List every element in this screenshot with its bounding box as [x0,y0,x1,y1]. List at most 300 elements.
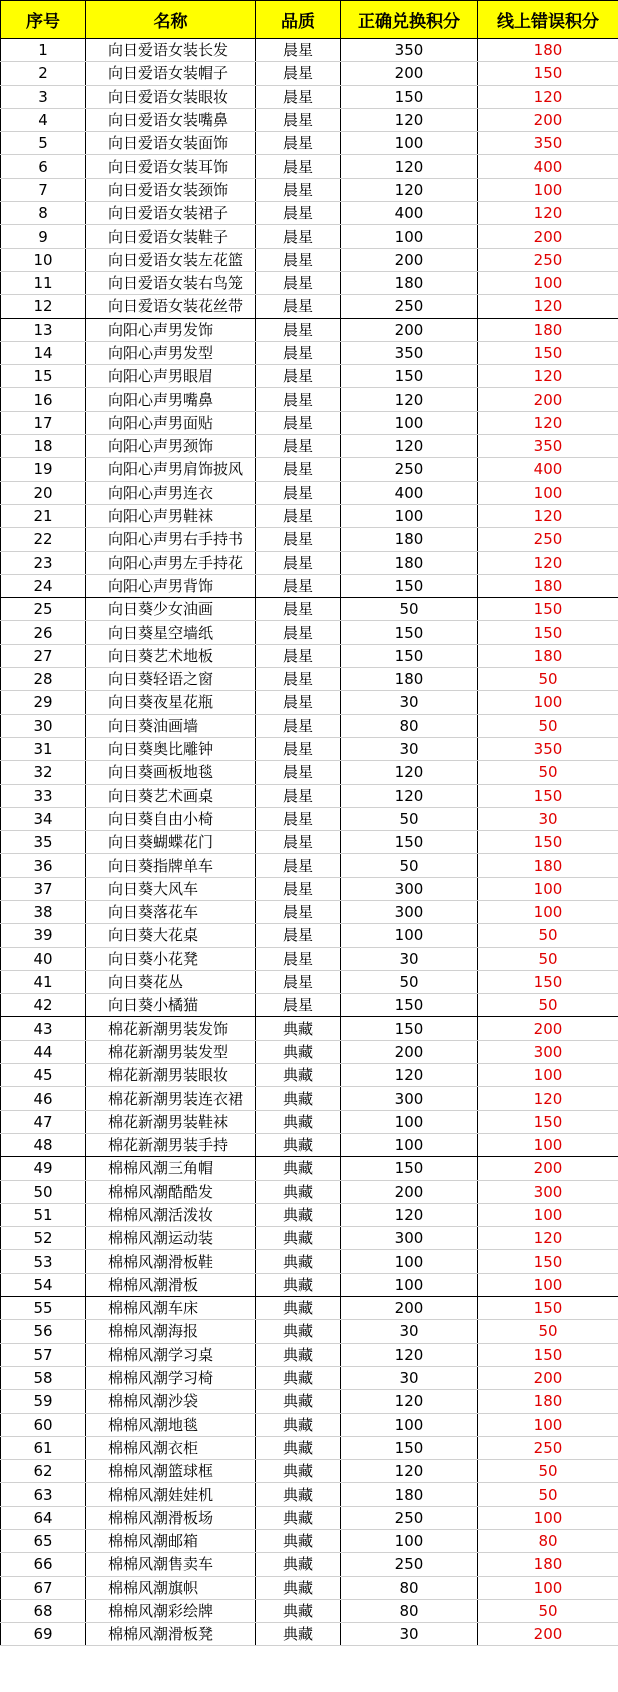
table-row [1,248,618,271]
cell-correct-points: 180 [341,551,478,574]
cell-index: 57 [1,1343,86,1366]
table-row [1,737,618,760]
table-row [1,1460,618,1483]
table-row [1,1506,618,1529]
cell-index: 54 [1,1273,86,1296]
cell-error-points: 150 [478,62,618,85]
cell-error-points: 150 [478,970,618,993]
cell-index: 5 [1,132,86,155]
cell-error-points: 100 [478,1576,618,1599]
cell-error-points: 50 [478,924,618,947]
cell-index: 7 [1,178,86,201]
cell-quality: 典藏 [256,1087,341,1110]
cell-quality: 典藏 [256,1530,341,1553]
cell-quality: 晨星 [256,854,341,877]
cell-quality: 晨星 [256,295,341,318]
cell-name: 棉棉风潮邮箱 [86,1530,256,1553]
cell-correct-points: 150 [341,1017,478,1040]
cell-quality: 典藏 [256,1599,341,1622]
cell-name: 棉棉风潮旗帜 [86,1576,256,1599]
cell-index: 19 [1,458,86,481]
cell-quality: 晨星 [256,435,341,458]
cell-correct-points: 100 [341,132,478,155]
cell-name: 向阳心声男背饰 [86,574,256,597]
cell-name: 棉棉风潮篮球框 [86,1460,256,1483]
cell-index: 68 [1,1599,86,1622]
cell-name: 向日葵轻语之窗 [86,668,256,691]
cell-correct-points: 120 [341,178,478,201]
cell-quality: 晨星 [256,737,341,760]
cell-correct-points: 300 [341,1227,478,1250]
cell-correct-points: 30 [341,1320,478,1343]
cell-error-points: 150 [478,1110,618,1133]
table-row [1,435,618,458]
cell-name: 棉花新潮男装鞋袜 [86,1110,256,1133]
cell-name: 棉棉风潮滑板凳 [86,1623,256,1646]
cell-correct-points: 180 [341,528,478,551]
cell-index: 48 [1,1133,86,1156]
cell-name: 向日爱语女装右鸟笼 [86,271,256,294]
cell-name: 棉花新潮男装手持 [86,1133,256,1156]
cell-correct-points: 150 [341,994,478,1017]
cell-index: 56 [1,1320,86,1343]
cell-quality: 晨星 [256,668,341,691]
cell-correct-points: 120 [341,1203,478,1226]
header-row [1,1,618,39]
cell-correct-points: 100 [341,1413,478,1436]
cell-quality: 典藏 [256,1064,341,1087]
header-name: 名称 [86,1,256,39]
cell-index: 52 [1,1227,86,1250]
cell-index: 51 [1,1203,86,1226]
cell-name: 棉花新潮男装连衣裙 [86,1087,256,1110]
cell-quality: 晨星 [256,714,341,737]
cell-index: 37 [1,877,86,900]
cell-index: 22 [1,528,86,551]
cell-index: 28 [1,668,86,691]
cell-index: 3 [1,85,86,108]
cell-error-points: 180 [478,1553,618,1576]
table-row [1,947,618,970]
cell-name: 棉花新潮男装发型 [86,1040,256,1063]
cell-name: 向阳心声男面贴 [86,411,256,434]
cell-quality: 晨星 [256,784,341,807]
cell-index: 15 [1,365,86,388]
cell-error-points: 200 [478,1623,618,1646]
cell-name: 向日葵蝴蝶花门 [86,831,256,854]
cell-name: 向阳心声男嘴鼻 [86,388,256,411]
cell-quality: 典藏 [256,1227,341,1250]
cell-correct-points: 100 [341,225,478,248]
table-row [1,318,618,341]
cell-quality: 晨星 [256,574,341,597]
cell-quality: 晨星 [256,598,341,621]
cell-name: 向日葵油画墙 [86,714,256,737]
cell-quality: 晨星 [256,761,341,784]
table-row [1,341,618,364]
table-row [1,388,618,411]
cell-quality: 晨星 [256,691,341,714]
cell-error-points: 180 [478,1390,618,1413]
cell-correct-points: 350 [341,39,478,62]
cell-index: 10 [1,248,86,271]
cell-error-points: 50 [478,761,618,784]
table-row [1,1040,618,1063]
cell-index: 26 [1,621,86,644]
cell-index: 34 [1,807,86,830]
cell-correct-points: 150 [341,644,478,667]
cell-index: 25 [1,598,86,621]
cell-correct-points: 150 [341,1157,478,1180]
cell-quality: 晨星 [256,807,341,830]
cell-correct-points: 120 [341,1460,478,1483]
table-row [1,1623,618,1646]
table-row [1,108,618,131]
table-row [1,807,618,830]
table-row [1,1157,618,1180]
cell-quality: 晨星 [256,388,341,411]
cell-name: 向日爱语女装面饰 [86,132,256,155]
table-row [1,1366,618,1389]
cell-name: 向日爱语女装鞋子 [86,225,256,248]
cell-name: 棉棉风潮海报 [86,1320,256,1343]
table-row [1,621,618,644]
cell-quality: 典藏 [256,1040,341,1063]
cell-name: 向日爱语女装长发 [86,39,256,62]
table-row [1,1530,618,1553]
table-row [1,155,618,178]
table-row [1,1483,618,1506]
cell-index: 45 [1,1064,86,1087]
cell-error-points: 400 [478,458,618,481]
table-body [1,39,618,1646]
cell-name: 向日葵少女油画 [86,598,256,621]
cell-index: 43 [1,1017,86,1040]
cell-index: 16 [1,388,86,411]
cell-index: 17 [1,411,86,434]
cell-name: 向日葵自由小椅 [86,807,256,830]
cell-quality: 典藏 [256,1250,341,1273]
cell-index: 1 [1,39,86,62]
cell-name: 向日爱语女装左花篮 [86,248,256,271]
cell-error-points: 100 [478,900,618,923]
cell-index: 24 [1,574,86,597]
cell-index: 49 [1,1157,86,1180]
cell-name: 向阳心声男眼眉 [86,365,256,388]
cell-correct-points: 180 [341,668,478,691]
cell-name: 棉棉风潮车床 [86,1297,256,1320]
table-row [1,225,618,248]
cell-error-points: 50 [478,1320,618,1343]
cell-quality: 晨星 [256,225,341,248]
cell-quality: 晨星 [256,458,341,481]
cell-error-points: 200 [478,108,618,131]
table-row [1,1273,618,1296]
table-row [1,458,618,481]
cell-error-points: 120 [478,365,618,388]
cell-correct-points: 30 [341,947,478,970]
cell-name: 棉棉风潮活泼妆 [86,1203,256,1226]
cell-error-points: 350 [478,132,618,155]
cell-error-points: 150 [478,598,618,621]
cell-name: 棉棉风潮地毯 [86,1413,256,1436]
cell-correct-points: 100 [341,411,478,434]
cell-name: 向阳心声男颈饰 [86,435,256,458]
cell-correct-points: 50 [341,970,478,993]
cell-error-points: 100 [478,481,618,504]
cell-correct-points: 100 [341,1273,478,1296]
cell-quality: 晨星 [256,481,341,504]
cell-name: 棉棉风潮娃娃机 [86,1483,256,1506]
cell-quality: 典藏 [256,1576,341,1599]
cell-index: 61 [1,1436,86,1459]
cell-quality: 典藏 [256,1436,341,1459]
table-row [1,691,618,714]
cell-correct-points: 250 [341,1506,478,1529]
cell-quality: 晨星 [256,202,341,225]
cell-index: 2 [1,62,86,85]
cell-name: 向日爱语女装花丝带 [86,295,256,318]
cell-name: 向阳心声男发型 [86,341,256,364]
cell-correct-points: 30 [341,1366,478,1389]
cell-index: 66 [1,1553,86,1576]
cell-index: 50 [1,1180,86,1203]
cell-index: 39 [1,924,86,947]
cell-error-points: 200 [478,1366,618,1389]
cell-correct-points: 300 [341,900,478,923]
cell-correct-points: 100 [341,1530,478,1553]
cell-index: 64 [1,1506,86,1529]
table-row [1,62,618,85]
cell-name: 棉花新潮男装眼妆 [86,1064,256,1087]
cell-quality: 典藏 [256,1390,341,1413]
table-row [1,85,618,108]
cell-name: 向日爱语女装帽子 [86,62,256,85]
cell-name: 棉棉风潮售卖车 [86,1553,256,1576]
table-row [1,528,618,551]
cell-name: 棉棉风潮运动装 [86,1227,256,1250]
cell-error-points: 50 [478,668,618,691]
cell-correct-points: 150 [341,574,478,597]
cell-correct-points: 150 [341,1436,478,1459]
cell-error-points: 150 [478,1297,618,1320]
cell-error-points: 180 [478,574,618,597]
cell-correct-points: 30 [341,1623,478,1646]
cell-correct-points: 120 [341,1390,478,1413]
cell-quality: 典藏 [256,1623,341,1646]
cell-quality: 晨星 [256,644,341,667]
cell-index: 9 [1,225,86,248]
cell-quality: 晨星 [256,994,341,1017]
table-row [1,877,618,900]
cell-index: 12 [1,295,86,318]
cell-correct-points: 120 [341,155,478,178]
cell-name: 向日葵奥比雕钟 [86,737,256,760]
cell-name: 向日葵画板地毯 [86,761,256,784]
cell-quality: 晨星 [256,877,341,900]
cell-name: 向日爱语女装眼妆 [86,85,256,108]
cell-error-points: 100 [478,1133,618,1156]
cell-error-points: 200 [478,1157,618,1180]
cell-quality: 晨星 [256,947,341,970]
cell-correct-points: 100 [341,1250,478,1273]
cell-error-points: 400 [478,155,618,178]
cell-correct-points: 250 [341,1553,478,1576]
table-row [1,900,618,923]
cell-index: 32 [1,761,86,784]
cell-correct-points: 350 [341,341,478,364]
cell-name: 棉棉风潮沙袋 [86,1390,256,1413]
cell-index: 33 [1,784,86,807]
table-row [1,994,618,1017]
cell-error-points: 50 [478,1460,618,1483]
cell-quality: 晨星 [256,528,341,551]
header-online-error-points: 线上错误积分 [478,1,618,39]
cell-name: 向日葵小橘猫 [86,994,256,1017]
cell-error-points: 120 [478,1227,618,1250]
cell-quality: 晨星 [256,341,341,364]
cell-quality: 典藏 [256,1203,341,1226]
cell-correct-points: 100 [341,504,478,527]
cell-name: 向日爱语女装嘴鼻 [86,108,256,131]
table-row [1,178,618,201]
cell-index: 55 [1,1297,86,1320]
cell-error-points: 50 [478,1483,618,1506]
cell-quality: 晨星 [256,831,341,854]
cell-index: 21 [1,504,86,527]
cell-name: 棉棉风潮衣柜 [86,1436,256,1459]
table-row [1,784,618,807]
cell-quality: 典藏 [256,1343,341,1366]
cell-quality: 典藏 [256,1133,341,1156]
table-row [1,1599,618,1622]
cell-quality: 典藏 [256,1273,341,1296]
cell-error-points: 300 [478,1180,618,1203]
cell-error-points: 350 [478,435,618,458]
header-index: 序号 [1,1,86,39]
cell-index: 63 [1,1483,86,1506]
cell-quality: 典藏 [256,1366,341,1389]
cell-name: 向日爱语女装耳饰 [86,155,256,178]
table-row [1,714,618,737]
cell-correct-points: 150 [341,365,478,388]
cell-name: 向日葵夜星花瓶 [86,691,256,714]
cell-index: 41 [1,970,86,993]
cell-correct-points: 180 [341,271,478,294]
table-row [1,1087,618,1110]
cell-correct-points: 180 [341,1483,478,1506]
cell-name: 向阳心声男肩饰披风 [86,458,256,481]
table-row [1,1320,618,1343]
cell-quality: 晨星 [256,39,341,62]
table-row [1,39,618,62]
cell-error-points: 150 [478,1343,618,1366]
cell-error-points: 100 [478,691,618,714]
table-row [1,970,618,993]
table-row [1,924,618,947]
cell-quality: 晨星 [256,85,341,108]
table-row [1,271,618,294]
cell-name: 棉棉风潮彩绘牌 [86,1599,256,1622]
header-quality: 品质 [256,1,341,39]
cell-name: 向日葵指牌单车 [86,854,256,877]
cell-quality: 典藏 [256,1460,341,1483]
cell-quality: 典藏 [256,1180,341,1203]
cell-quality: 典藏 [256,1157,341,1180]
cell-quality: 典藏 [256,1110,341,1133]
table-row [1,481,618,504]
cell-index: 13 [1,318,86,341]
cell-quality: 晨星 [256,900,341,923]
cell-correct-points: 120 [341,784,478,807]
cell-name: 向日葵艺术画桌 [86,784,256,807]
cell-name: 棉棉风潮滑板 [86,1273,256,1296]
cell-name: 向日爱语女装颈饰 [86,178,256,201]
cell-index: 31 [1,737,86,760]
cell-index: 18 [1,435,86,458]
table-row [1,1436,618,1459]
cell-name: 棉棉风潮三角帽 [86,1157,256,1180]
cell-error-points: 150 [478,621,618,644]
table-row [1,1250,618,1273]
cell-correct-points: 300 [341,877,478,900]
cell-correct-points: 400 [341,202,478,225]
table-row [1,574,618,597]
cell-error-points: 50 [478,947,618,970]
cell-index: 36 [1,854,86,877]
cell-error-points: 120 [478,504,618,527]
cell-name: 棉棉风潮酷酷发 [86,1180,256,1203]
cell-error-points: 80 [478,1530,618,1553]
table-row [1,1227,618,1250]
cell-index: 35 [1,831,86,854]
cell-quality: 晨星 [256,924,341,947]
header-correct-points: 正确兑换积分 [341,1,478,39]
cell-quality: 晨星 [256,365,341,388]
cell-quality: 典藏 [256,1320,341,1343]
cell-correct-points: 200 [341,1040,478,1063]
table-row [1,1133,618,1156]
cell-error-points: 120 [478,411,618,434]
cell-error-points: 200 [478,1017,618,1040]
cell-error-points: 120 [478,85,618,108]
cell-error-points: 100 [478,1064,618,1087]
cell-quality: 晨星 [256,155,341,178]
cell-correct-points: 200 [341,248,478,271]
cell-name: 向阳心声男发饰 [86,318,256,341]
table-row [1,1343,618,1366]
table-row [1,1110,618,1133]
cell-error-points: 100 [478,877,618,900]
cell-index: 44 [1,1040,86,1063]
cell-index: 30 [1,714,86,737]
cell-name: 棉棉风潮滑板场 [86,1506,256,1529]
cell-error-points: 120 [478,1087,618,1110]
cell-index: 69 [1,1623,86,1646]
table-row [1,551,618,574]
table-row [1,1553,618,1576]
cell-correct-points: 80 [341,714,478,737]
table-row [1,831,618,854]
cell-index: 40 [1,947,86,970]
cell-name: 向阳心声男鞋袜 [86,504,256,527]
cell-correct-points: 150 [341,831,478,854]
cell-index: 59 [1,1390,86,1413]
cell-error-points: 200 [478,388,618,411]
cell-quality: 晨星 [256,62,341,85]
cell-correct-points: 50 [341,854,478,877]
cell-error-points: 250 [478,248,618,271]
